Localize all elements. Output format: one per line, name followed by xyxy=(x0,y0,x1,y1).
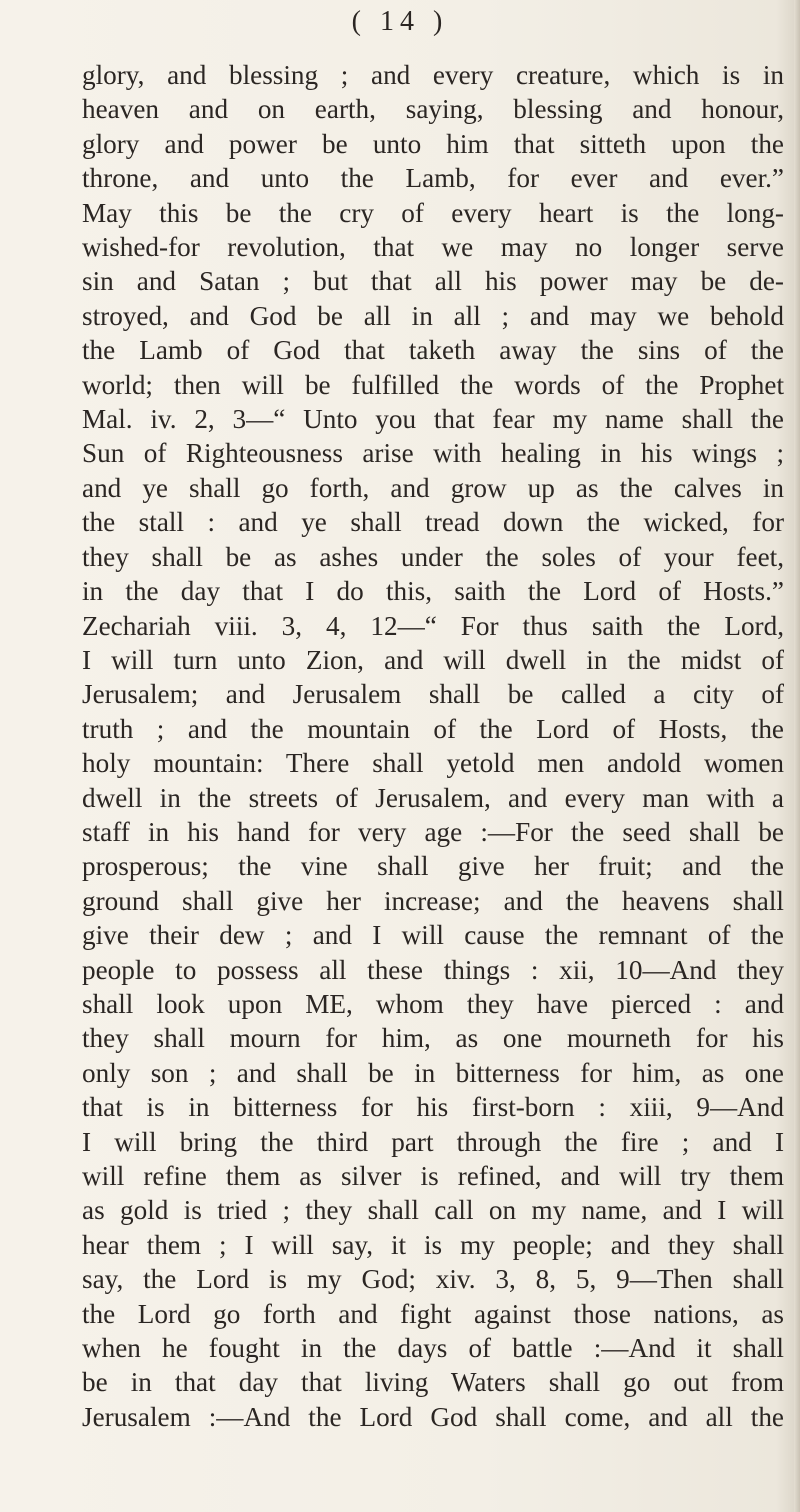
text-line: May this be the cry of every heart is the long- xyxy=(82,197,784,228)
text-line: dwell in the streets of Jerusalem, and every man with a xyxy=(82,782,784,813)
text-line: be in that day that living Waters shall go out from xyxy=(82,1367,784,1398)
text-line: the stall : and ye shall tread down the wicked, for xyxy=(82,507,784,538)
text-line: only son ; and shall be in bitterness for him, as one xyxy=(82,1057,784,1088)
text-line: will refine them as silver is refined, and will try them xyxy=(82,1161,784,1191)
text-line: shall look upon ME, whom they have pierced : and xyxy=(82,988,784,1019)
text-line: as gold is tried ; they shall call on my name, and I will xyxy=(82,1195,784,1226)
text-line: ground shall give her increase; and the heavens shall xyxy=(82,885,784,916)
body-text xyxy=(82,58,784,1434)
text-line: sin and Satan ; but that all his power may be de- xyxy=(82,266,784,297)
text-line: I will bring the third part through the fire ; and I xyxy=(82,1126,784,1157)
text-line: the Lamb of God that taketh away the sins of the xyxy=(82,335,784,366)
text-line: glory, and blessing ; and every creature, which is in xyxy=(82,60,784,90)
page-edge xyxy=(794,0,800,1512)
text-line: the Lord go forth and fight against those nations, as xyxy=(82,1298,784,1329)
page-number-header: ( 14 ) xyxy=(351,6,449,37)
text-line: give their dew ; and I will cause the remnant of the xyxy=(82,920,784,951)
text-line: staff in his hand for very age :—For the seed shall be xyxy=(82,816,784,847)
text-line: truth ; and the mountain of the Lord of Hosts, the xyxy=(82,713,784,744)
text-line: say, the Lord is my God; xiv. 3, 8, 5, 9—Then shall xyxy=(82,1264,784,1295)
text-line: Mal. iv. 2, 3—“ Unto you that fear my name shall the xyxy=(82,404,784,435)
text-line: Zechariah viii. 3, 4, 12—“ For thus saith the Lord, xyxy=(82,610,784,641)
text-line: wished-for revolution, that we may no longer serve xyxy=(82,232,784,263)
text-line: when he fought in the days of battle :—And it shall xyxy=(82,1333,784,1364)
text-line: that is in bitterness for his first-born : xiii, 9—And xyxy=(82,1092,784,1123)
text-line: throne, and unto the Lamb, for ever and ever.” xyxy=(82,163,784,194)
text-line: holy mountain: There shall yetold men andold women xyxy=(82,748,784,779)
text-line: Jerusalem; and Jerusalem shall be called a city of xyxy=(82,679,784,710)
text-line: world; then will be fulfilled the words of the Prophet xyxy=(82,369,784,400)
text-line: I will turn unto Zion, and will dwell in the midst of xyxy=(82,644,784,675)
text-line: and ye shall go forth, and grow up as the calves in xyxy=(82,472,784,503)
text-line: people to possess all these things : xii, 10—And they xyxy=(82,954,784,985)
text-line: stroyed, and God be all in all ; and may we behold xyxy=(82,300,784,331)
text-line: hear them ; I will say, it is my people; and they shall xyxy=(82,1229,784,1260)
text-line: in the day that I do this, saith the Lord of Hosts.” xyxy=(82,576,784,607)
text-line: they shall mourn for him, as one mourneth for his xyxy=(82,1023,784,1054)
text-line: glory and power be unto him that sitteth upon the xyxy=(82,128,784,159)
text-line: they shall be as ashes under the soles of your feet, xyxy=(82,541,784,572)
text-line: Jerusalem :—And the Lord God shall come, and all the xyxy=(82,1401,784,1432)
text-line: Sun of Righteousness arise with healing in his wings ; xyxy=(82,438,784,469)
text-line: prosperous; the vine shall give her fruit; and the xyxy=(82,851,784,882)
text-line: heaven and on earth, saying, blessing and honour, xyxy=(82,94,784,125)
